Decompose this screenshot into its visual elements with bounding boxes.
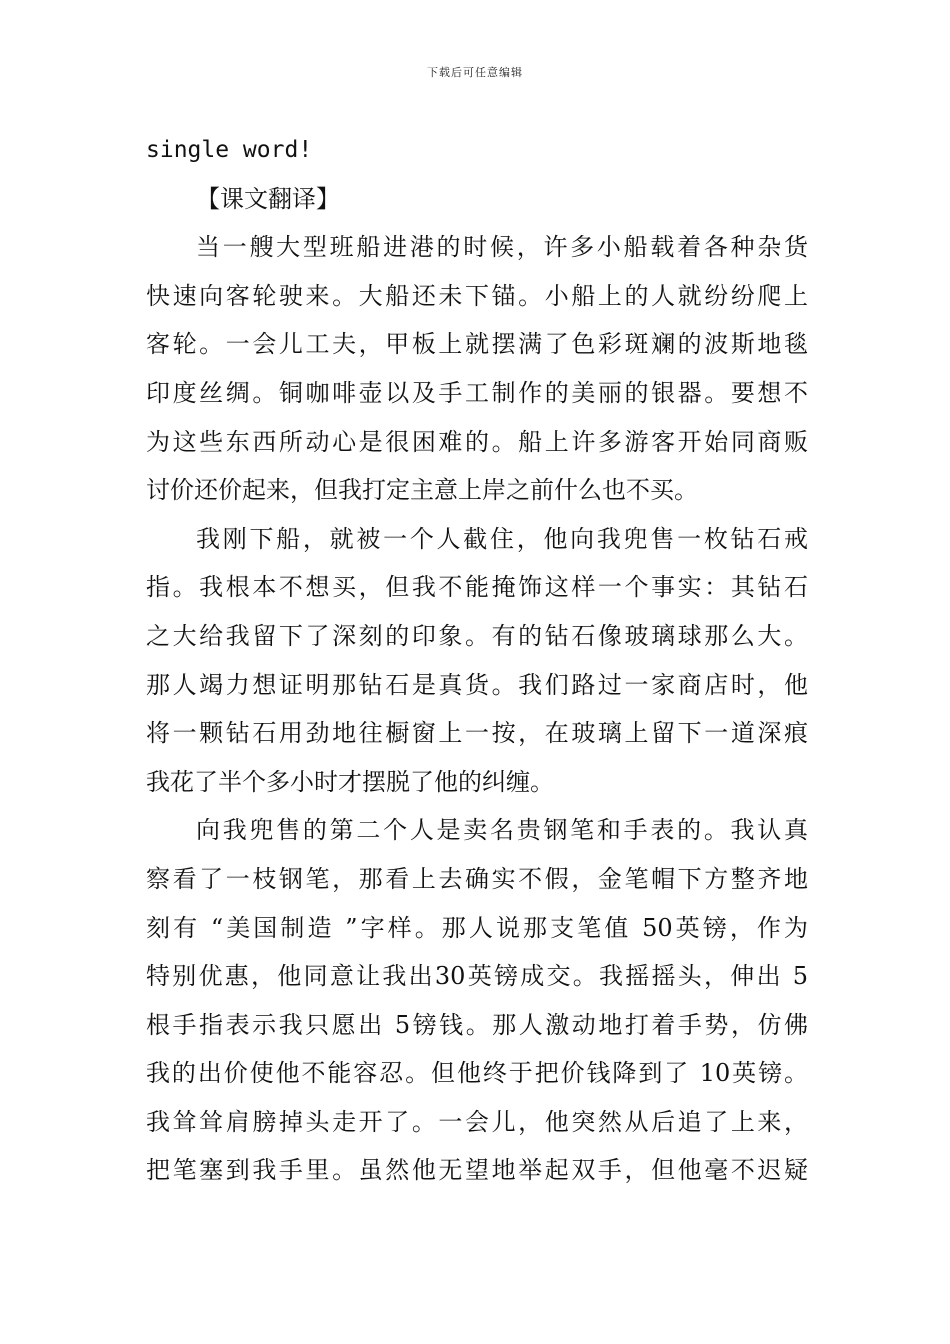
document-body (146, 126, 808, 1195)
text-line: 特别优惠，他同意让我出30英镑成交。我摇摇头，伸出 5 (146, 962, 808, 991)
text-line: 刻有 “美国制造 ”字样。那人说那支笔值 50英镑，作为 (146, 913, 808, 942)
section-heading: 【课文翻译】 (196, 184, 340, 213)
text-line: single word! (146, 137, 313, 163)
text-line: 根手指表示我只愿出 5镑钱。那人激动地打着手势，仿佛 (146, 1010, 808, 1039)
text-line: 快速向客轮驶来。大船还未下锚。小船上的人就纷纷爬上 (146, 281, 808, 310)
download-note: 下载后可任意编辑 (427, 66, 523, 79)
text-line: 那人竭力想证明那钻石是真货。我们路过一家商店时，他 (146, 670, 808, 699)
text-line: 之大给我留下了深刻的印象。有的钻石像玻璃球那么大。 (146, 621, 808, 650)
text-line: 我花了半个多小时才摆脱了他的纠缠。 (146, 767, 554, 796)
text-line: 我刚下船，就被一个人截住，他向我兜售一枚钻石戒 (196, 524, 808, 553)
text-line: 讨价还价起来，但我打定主意上岸之前什么也不买。 (146, 476, 698, 505)
text-line: 印度丝绸。铜咖啡壶以及手工制作的美丽的银器。要想不 (146, 378, 808, 407)
text-line: 当一艘大型班船进港的时候，许多小船载着各种杂货 (196, 233, 808, 262)
text-line: 客轮。一会儿工夫，甲板上就摆满了色彩斑斓的波斯地毯 (146, 330, 808, 359)
text-line: 察看了一枝钢笔，那看上去确实不假，金笔帽下方整齐地 (146, 864, 808, 893)
text-line: 我耸耸肩膀掉头走开了。一会儿，他突然从后追了上来， (146, 1107, 808, 1136)
text-line: 我的出价使他不能容忍。但他终于把价钱降到了 10英镑。 (146, 1059, 808, 1088)
text-line: 指。我根本不想买，但我不能掩饰这样一个事实：其钻石 (146, 573, 808, 602)
text-line: 向我兜售的第二个人是卖名贵钢笔和手表的。我认真 (196, 816, 808, 845)
text-line: 把笔塞到我手里。虽然他无望地举起双手，但他毫不迟疑 (146, 1156, 808, 1185)
text-line: 为这些东西所动心是很困难的。船上许多游客开始同商贩 (146, 427, 808, 456)
text-line: 将一颗钻石用劲地往橱窗上一按，在玻璃上留下一道深痕 (146, 719, 808, 748)
